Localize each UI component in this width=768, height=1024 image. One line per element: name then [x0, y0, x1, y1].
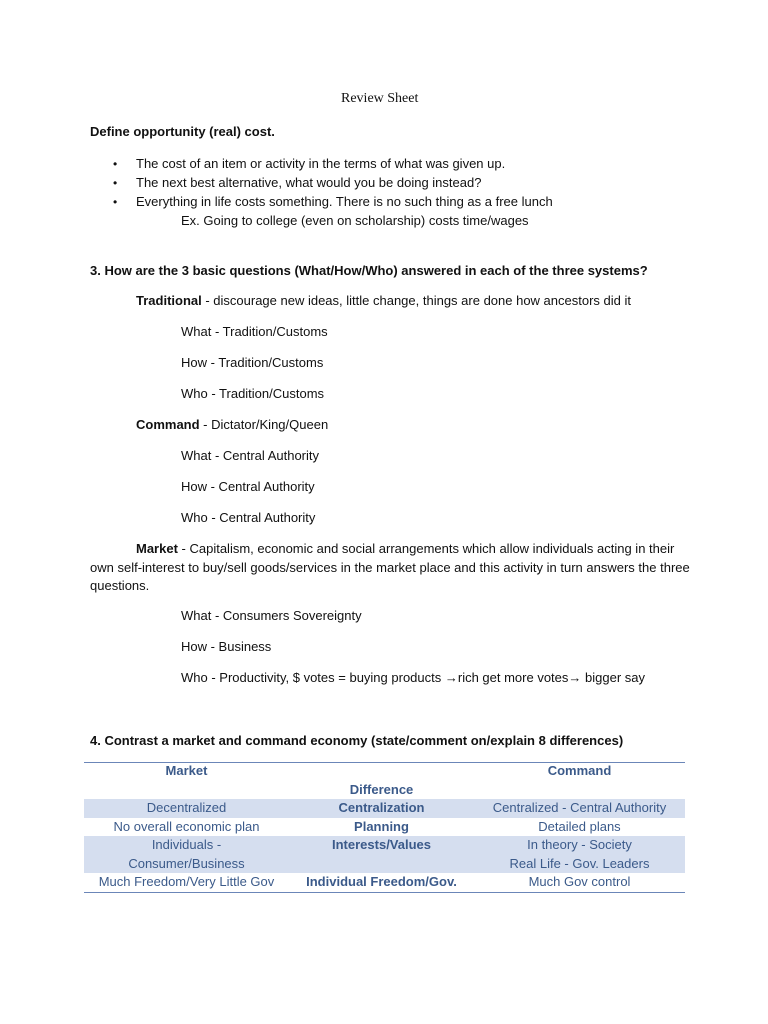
header-market: Market [165, 763, 208, 778]
command-text: - Dictator/King/Queen [199, 417, 329, 432]
cell-market: Much Freedom/Very Little Gov [98, 874, 275, 889]
traditional-what: What - Tradition/Customs [181, 324, 328, 339]
q1-bullet-2: The next best alternative, what would you be doing instead? [136, 175, 482, 190]
market-how: How - Business [181, 639, 272, 654]
cell-command: In theory - Society Real Life - Gov. Leaders [474, 836, 685, 873]
comparison-table [84, 762, 685, 892]
command-who: Who - Central Authority [181, 510, 316, 525]
traditional-who: Who - Tradition/Customs [181, 386, 325, 401]
command-what: What - Central Authority [181, 448, 319, 463]
command-label: Command [136, 417, 200, 432]
table-header-row [84, 762, 685, 799]
table-row [84, 873, 685, 892]
cell-market: No overall economic plan [113, 818, 260, 834]
bullet-marker: • [113, 176, 118, 190]
command-line [136, 417, 328, 432]
traditional-how: How - Tradition/Customs [181, 355, 324, 370]
table-row [84, 836, 685, 873]
traditional-label: Traditional [136, 293, 202, 308]
q1-heading: Define opportunity (real) cost. [90, 124, 275, 139]
arrow-icon: → [444, 670, 458, 685]
page-title: Review Sheet [341, 91, 419, 106]
cell-market: Individuals - Consumer/Business [84, 836, 289, 873]
bullet-marker: • [113, 195, 118, 209]
traditional-line [136, 293, 631, 308]
q1-bullet-1: The cost of an item or activity in the terms of what was given up. [136, 156, 506, 171]
cell-market: Decentralized [84, 799, 289, 818]
cell-difference: Interests/Values [289, 836, 474, 873]
table-row [84, 818, 685, 837]
bullet-marker: • [113, 157, 118, 171]
table-row [84, 799, 685, 818]
q1-example: Ex. Going to college (even on scholarship) costs time/wages [181, 213, 529, 228]
cell-command: Much Gov control [528, 874, 631, 889]
market-label: Market [136, 541, 178, 556]
header-difference: Difference [349, 781, 414, 797]
command-how: How - Central Authority [181, 479, 315, 494]
market-text: - Capitalism, economic and social arrangements which allow individuals acting in their own self-interest to buy/sell goods/services in the market place and this activity in turn answers the three questions. [90, 541, 690, 593]
cell-difference: Individual Freedom/Gov. [306, 874, 457, 889]
q1-bullet-3: Everything in life costs something. There is no such thing as a free lunch [136, 194, 553, 209]
header-command: Command [547, 763, 612, 778]
cell-difference: Centralization [289, 799, 474, 818]
cell-command: Centralized - Central Authority [474, 799, 685, 818]
cell-command: Detailed plans [538, 818, 621, 834]
q4-heading: 4. Contrast a market and command economy (state/comment on/explain 8 differences) [90, 733, 624, 748]
q3-heading: 3. How are the 3 basic questions (What/How/Who) answered in each of the three systems? [90, 263, 648, 278]
traditional-text: - discourage new ideas, little change, things are done how ancestors did it [201, 293, 631, 308]
arrow-icon: → [568, 670, 582, 685]
market-what: What - Consumers Sovereignty [181, 608, 362, 623]
table-bottom-rule [84, 892, 685, 893]
market-paragraph [90, 540, 690, 596]
market-who: Who - Productivity, $ votes = buying products →rich get more votes→ bigger say [181, 670, 645, 685]
cell-difference: Planning [354, 818, 409, 834]
